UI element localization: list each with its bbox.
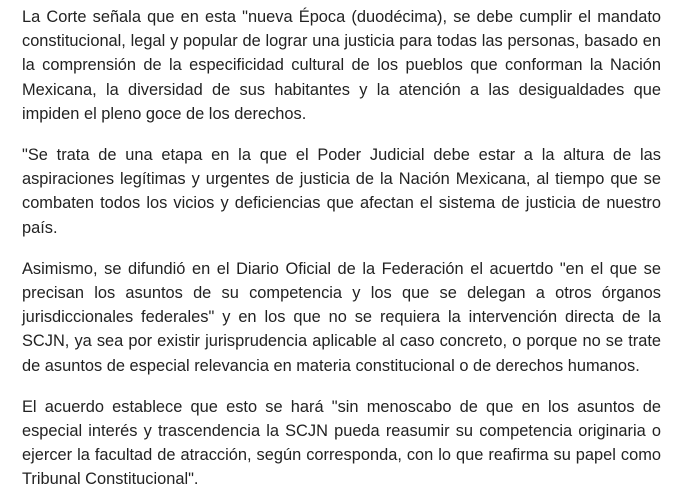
paragraph-2: "Se trata de una etapa en la que el Poder Judicial debe estar a la altura de las aspiraciones legítimas y urgentes de justicia de la Nación Mexicana, al tiempo que se combaten todos los vicios y deficiencias que afectan el sistema de justicia de nuestro país.	[22, 146, 661, 237]
paragraph-4: El acuerdo establece que esto se hará "sin menoscabo de que en los asuntos de especial interés y trascendencia la SCJN pueda reasumir su competencia originaria o ejercer la facultad de atracción, según corresponda, con lo que reafirma su papel como Tribunal Constitucional".	[22, 397, 661, 489]
paragraph-1: La Corte señala que en esta "nueva Época (duodécima), se debe cumplir el mandato constitucional, legal y popular de lograr una justicia para todas las personas, basado en la comprensión de la especificidad cultural de los pueblos que conforman la Nación Mexicana, la diversidad de sus habitantes y la atención a las desigualdades que impiden el pleno goce de los derechos.	[22, 8, 661, 123]
paragraph-3: Asimismo, se difundió en el Diario Oficial de la Federación el acuertdo "en el que se precisan los asuntos de su competencia y los que se delegan a otros órganos jurisdiccionales federales" y en los que no se requiera la intervención directa de la SCJN, ya sea por existir jurisprudencia aplicable al caso concreto, o porque no se trate de asuntos de especial relevancia en materia constitucional o de derechos humanos.	[22, 259, 661, 375]
